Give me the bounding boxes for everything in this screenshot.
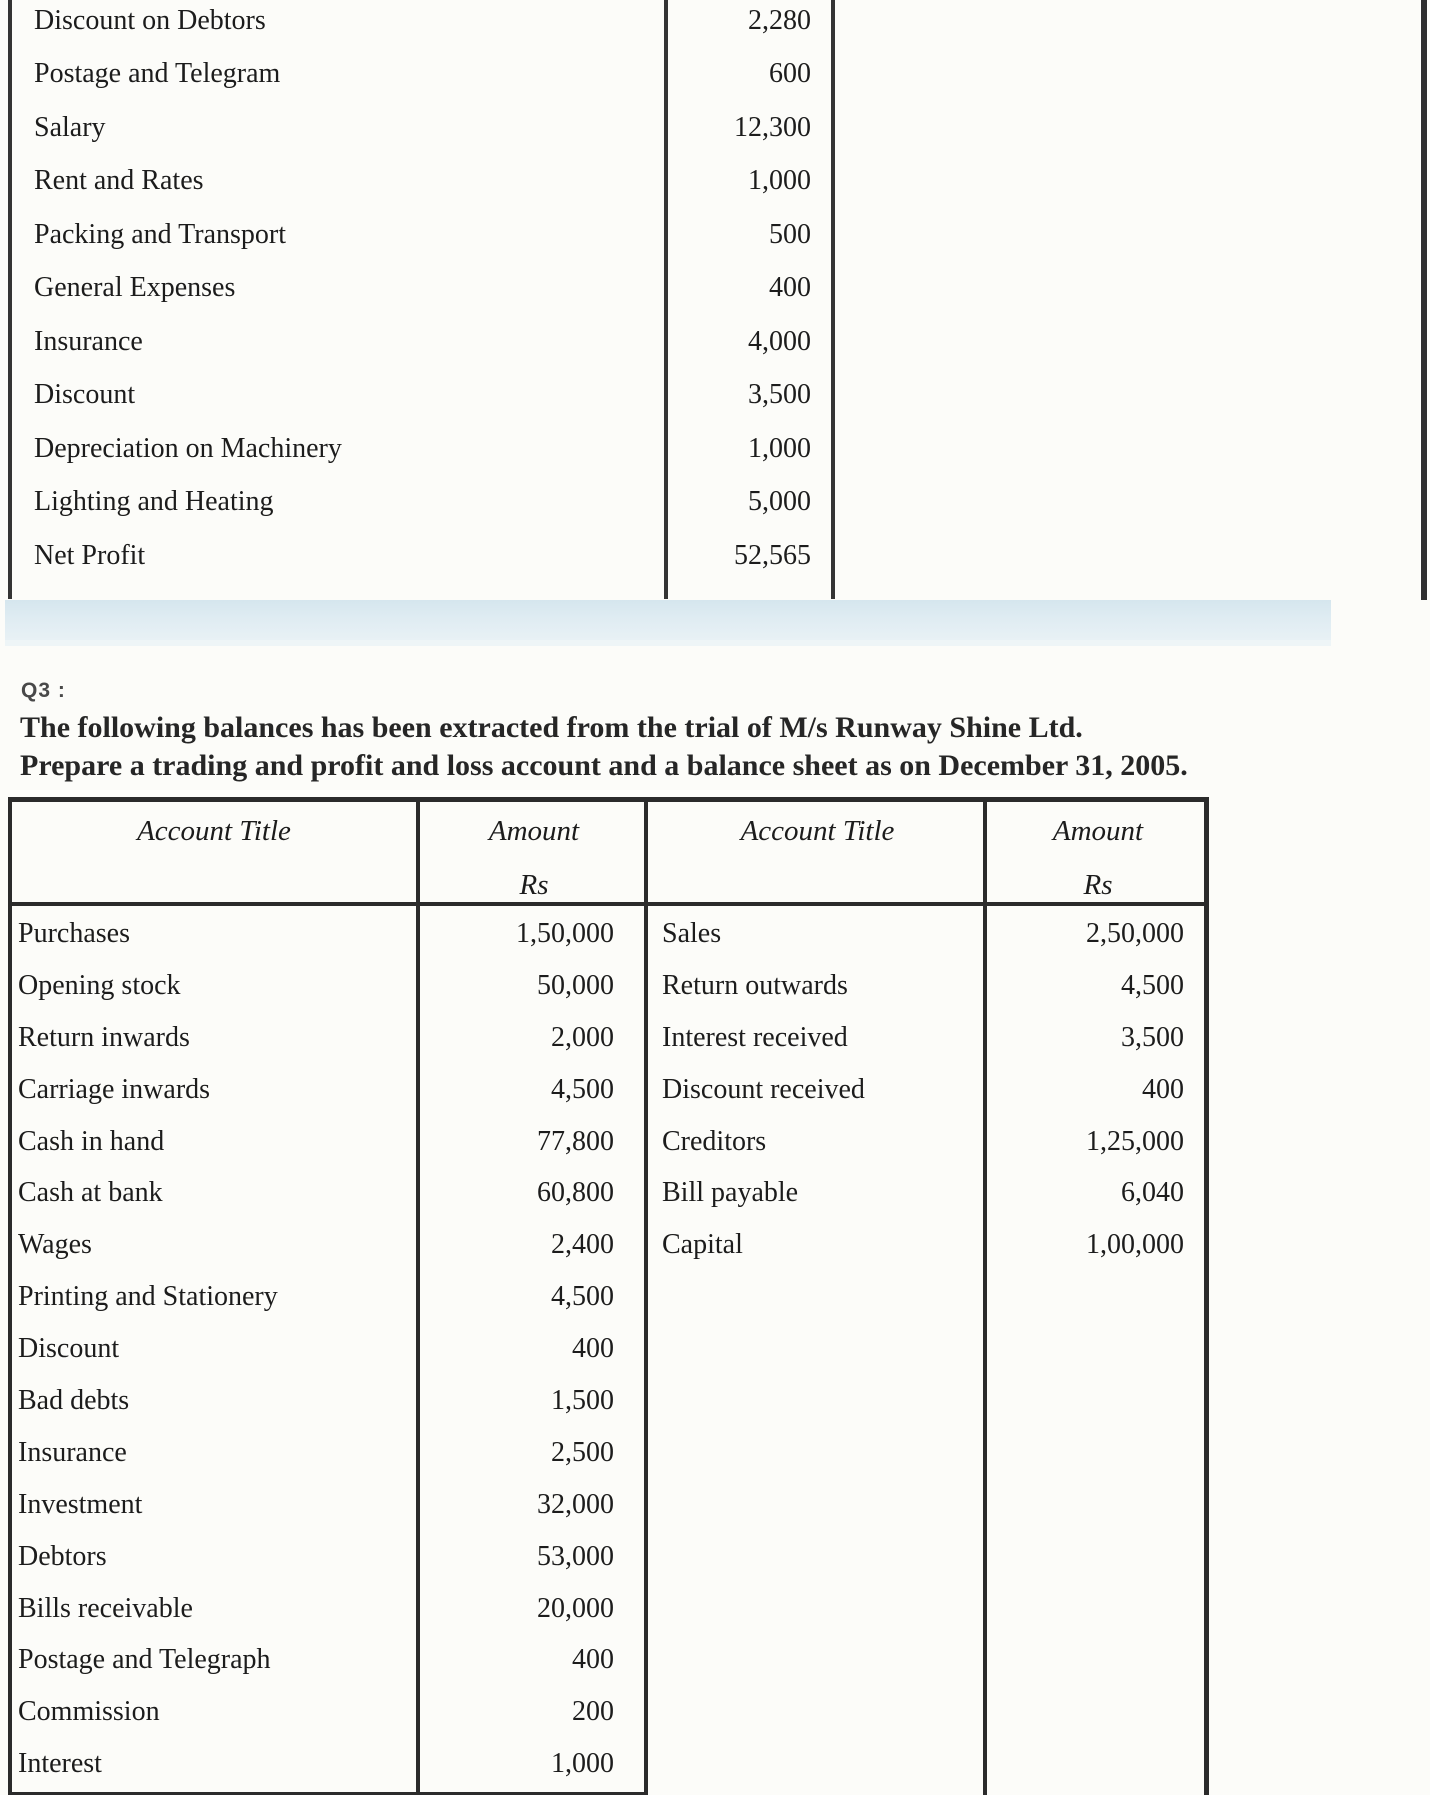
table-row <box>8 1116 1209 1168</box>
header-amount-label: Amount <box>488 815 580 847</box>
amount-value: 52,565 <box>734 539 811 571</box>
amount-value-left: 50,000 <box>537 969 614 1001</box>
amount-value-left: 2,500 <box>551 1436 614 1468</box>
table-row <box>8 1479 1209 1531</box>
amount-value-right: 3,500 <box>1121 1021 1184 1053</box>
table-row <box>8 1686 1209 1738</box>
amount-value-right: 400 <box>1142 1073 1184 1105</box>
table-row <box>10 208 833 262</box>
header-amount-left <box>420 802 648 902</box>
header-amount-label: Amount <box>1052 815 1144 847</box>
table-row <box>8 960 1209 1012</box>
amount-value: 2,280 <box>748 4 811 36</box>
table-row <box>10 262 833 316</box>
trial-balance-table <box>8 797 1209 1795</box>
question-text-line1: The following balances has been extracted from the trial of M/s Runway Shine Ltd. <box>20 711 1083 744</box>
table-header-separator <box>8 902 1209 906</box>
amount-value-right: 4,500 <box>1121 969 1184 1001</box>
account-label-left: Printing and Stationery <box>18 1281 278 1313</box>
amount-value: 5,000 <box>748 486 811 518</box>
table-row <box>10 101 833 155</box>
amount-value-left: 20,000 <box>537 1592 614 1624</box>
question-number: Q3 : <box>21 679 66 702</box>
account-label-left: Insurance <box>18 1436 127 1468</box>
account-label: Net Profit <box>34 539 146 571</box>
account-label-left: Return inwards <box>18 1021 190 1053</box>
amount-value-right: 2,50,000 <box>1086 917 1184 949</box>
table-row <box>8 1323 1209 1375</box>
amount-value: 500 <box>769 218 811 250</box>
table-row <box>10 48 833 102</box>
amount-value-left: 400 <box>572 1644 614 1676</box>
table-row <box>8 1583 1209 1635</box>
table-row <box>8 1531 1209 1583</box>
account-label-left: Interest <box>18 1748 102 1780</box>
account-label: Postage and Telegram <box>34 58 281 90</box>
profit-loss-rows <box>10 0 833 583</box>
account-label: Rent and Rates <box>34 165 204 197</box>
header-currency-label: Rs <box>519 869 549 901</box>
amount-value-left: 1,000 <box>551 1748 614 1780</box>
account-label-left: Cash in hand <box>18 1125 165 1157</box>
amount-value: 1,000 <box>748 432 811 464</box>
account-label-left: Cash at bank <box>18 1177 163 1209</box>
table-row <box>10 529 833 583</box>
amount-value-left: 2,000 <box>551 1021 614 1053</box>
table-row <box>10 476 833 530</box>
amount-value-left: 1,50,000 <box>516 917 614 949</box>
table-row <box>10 155 833 209</box>
account-label-right: Creditors <box>662 1125 767 1157</box>
amount-value-right: 1,25,000 <box>1086 1125 1184 1157</box>
amount-value-left: 53,000 <box>537 1540 614 1572</box>
account-label-right: Discount received <box>662 1073 865 1105</box>
amount-value: 1,000 <box>748 165 811 197</box>
amount-value-left: 60,800 <box>537 1177 614 1209</box>
account-label-left: Purchases <box>18 917 130 949</box>
table-row <box>8 1012 1209 1064</box>
amount-value-right: 6,040 <box>1121 1177 1184 1209</box>
table-row <box>8 1219 1209 1271</box>
header-account-title-right: Account Title <box>740 815 895 847</box>
account-label: Discount on Debtors <box>34 4 266 36</box>
amount-value: 3,500 <box>748 379 811 411</box>
table-row <box>8 1634 1209 1686</box>
header-account-title-left: Account Title <box>137 815 291 847</box>
table-row <box>8 1375 1209 1427</box>
amount-value: 4,000 <box>748 325 811 357</box>
account-label: Packing and Transport <box>34 218 286 250</box>
amount-value-left: 77,800 <box>537 1125 614 1157</box>
table-row <box>8 1738 1209 1790</box>
account-label-left: Debtors <box>18 1540 107 1572</box>
amount-value: 600 <box>769 58 811 90</box>
amount-value: 12,300 <box>734 111 811 143</box>
header-currency-label: Rs <box>1083 869 1113 901</box>
amount-value: 400 <box>769 272 811 304</box>
account-label-right: Interest received <box>662 1021 848 1053</box>
amount-value-left: 200 <box>572 1696 614 1728</box>
table-row <box>8 1064 1209 1116</box>
profit-loss-table <box>0 0 1430 600</box>
account-label-left: Wages <box>18 1229 92 1261</box>
amount-value-left: 4,500 <box>551 1281 614 1313</box>
account-label: Insurance <box>34 325 143 357</box>
question-text-line2: Prepare a trading and profit and loss account and a balance sheet as on December 31, 2005. <box>20 749 1188 782</box>
account-label: General Expenses <box>34 272 236 304</box>
account-label-left: Commission <box>18 1696 160 1728</box>
amount-value-left: 1,500 <box>551 1384 614 1416</box>
amount-value-left: 2,400 <box>551 1229 614 1261</box>
account-label-left: Bills receivable <box>18 1592 193 1624</box>
amount-value-right: 1,00,000 <box>1086 1229 1184 1261</box>
amount-value-left: 400 <box>572 1333 614 1365</box>
account-label-left: Discount <box>18 1333 120 1365</box>
header-amount-right <box>987 802 1209 902</box>
section-divider-bar <box>5 600 1331 646</box>
account-label: Depreciation on Machinery <box>34 432 342 464</box>
account-label-left: Investment <box>18 1488 143 1520</box>
amount-value-left: 32,000 <box>537 1488 614 1520</box>
table-row <box>8 1271 1209 1323</box>
trial-balance-rows <box>8 908 1209 1790</box>
account-label-right: Bill payable <box>662 1177 799 1209</box>
amount-value-left: 4,500 <box>551 1073 614 1105</box>
table-row <box>8 1427 1209 1479</box>
table-row <box>10 369 833 423</box>
account-label: Lighting and Heating <box>34 486 274 518</box>
table-row <box>10 315 833 369</box>
account-label-left: Carriage inwards <box>18 1073 211 1105</box>
account-label-right: Capital <box>662 1229 743 1261</box>
table-row <box>8 908 1209 960</box>
table-row <box>10 422 833 476</box>
account-label-left: Opening stock <box>18 969 181 1001</box>
table-header-row <box>8 802 1209 902</box>
account-label-right: Return outwards <box>662 969 848 1001</box>
table-row <box>10 0 833 48</box>
account-label-left: Postage and Telegraph <box>18 1644 271 1676</box>
account-label: Discount <box>34 379 136 411</box>
account-label-right: Sales <box>662 917 722 949</box>
table-row <box>8 1167 1209 1219</box>
account-label-left: Bad debts <box>18 1384 130 1416</box>
account-label: Salary <box>34 111 106 143</box>
table-border-right <box>1421 0 1427 600</box>
